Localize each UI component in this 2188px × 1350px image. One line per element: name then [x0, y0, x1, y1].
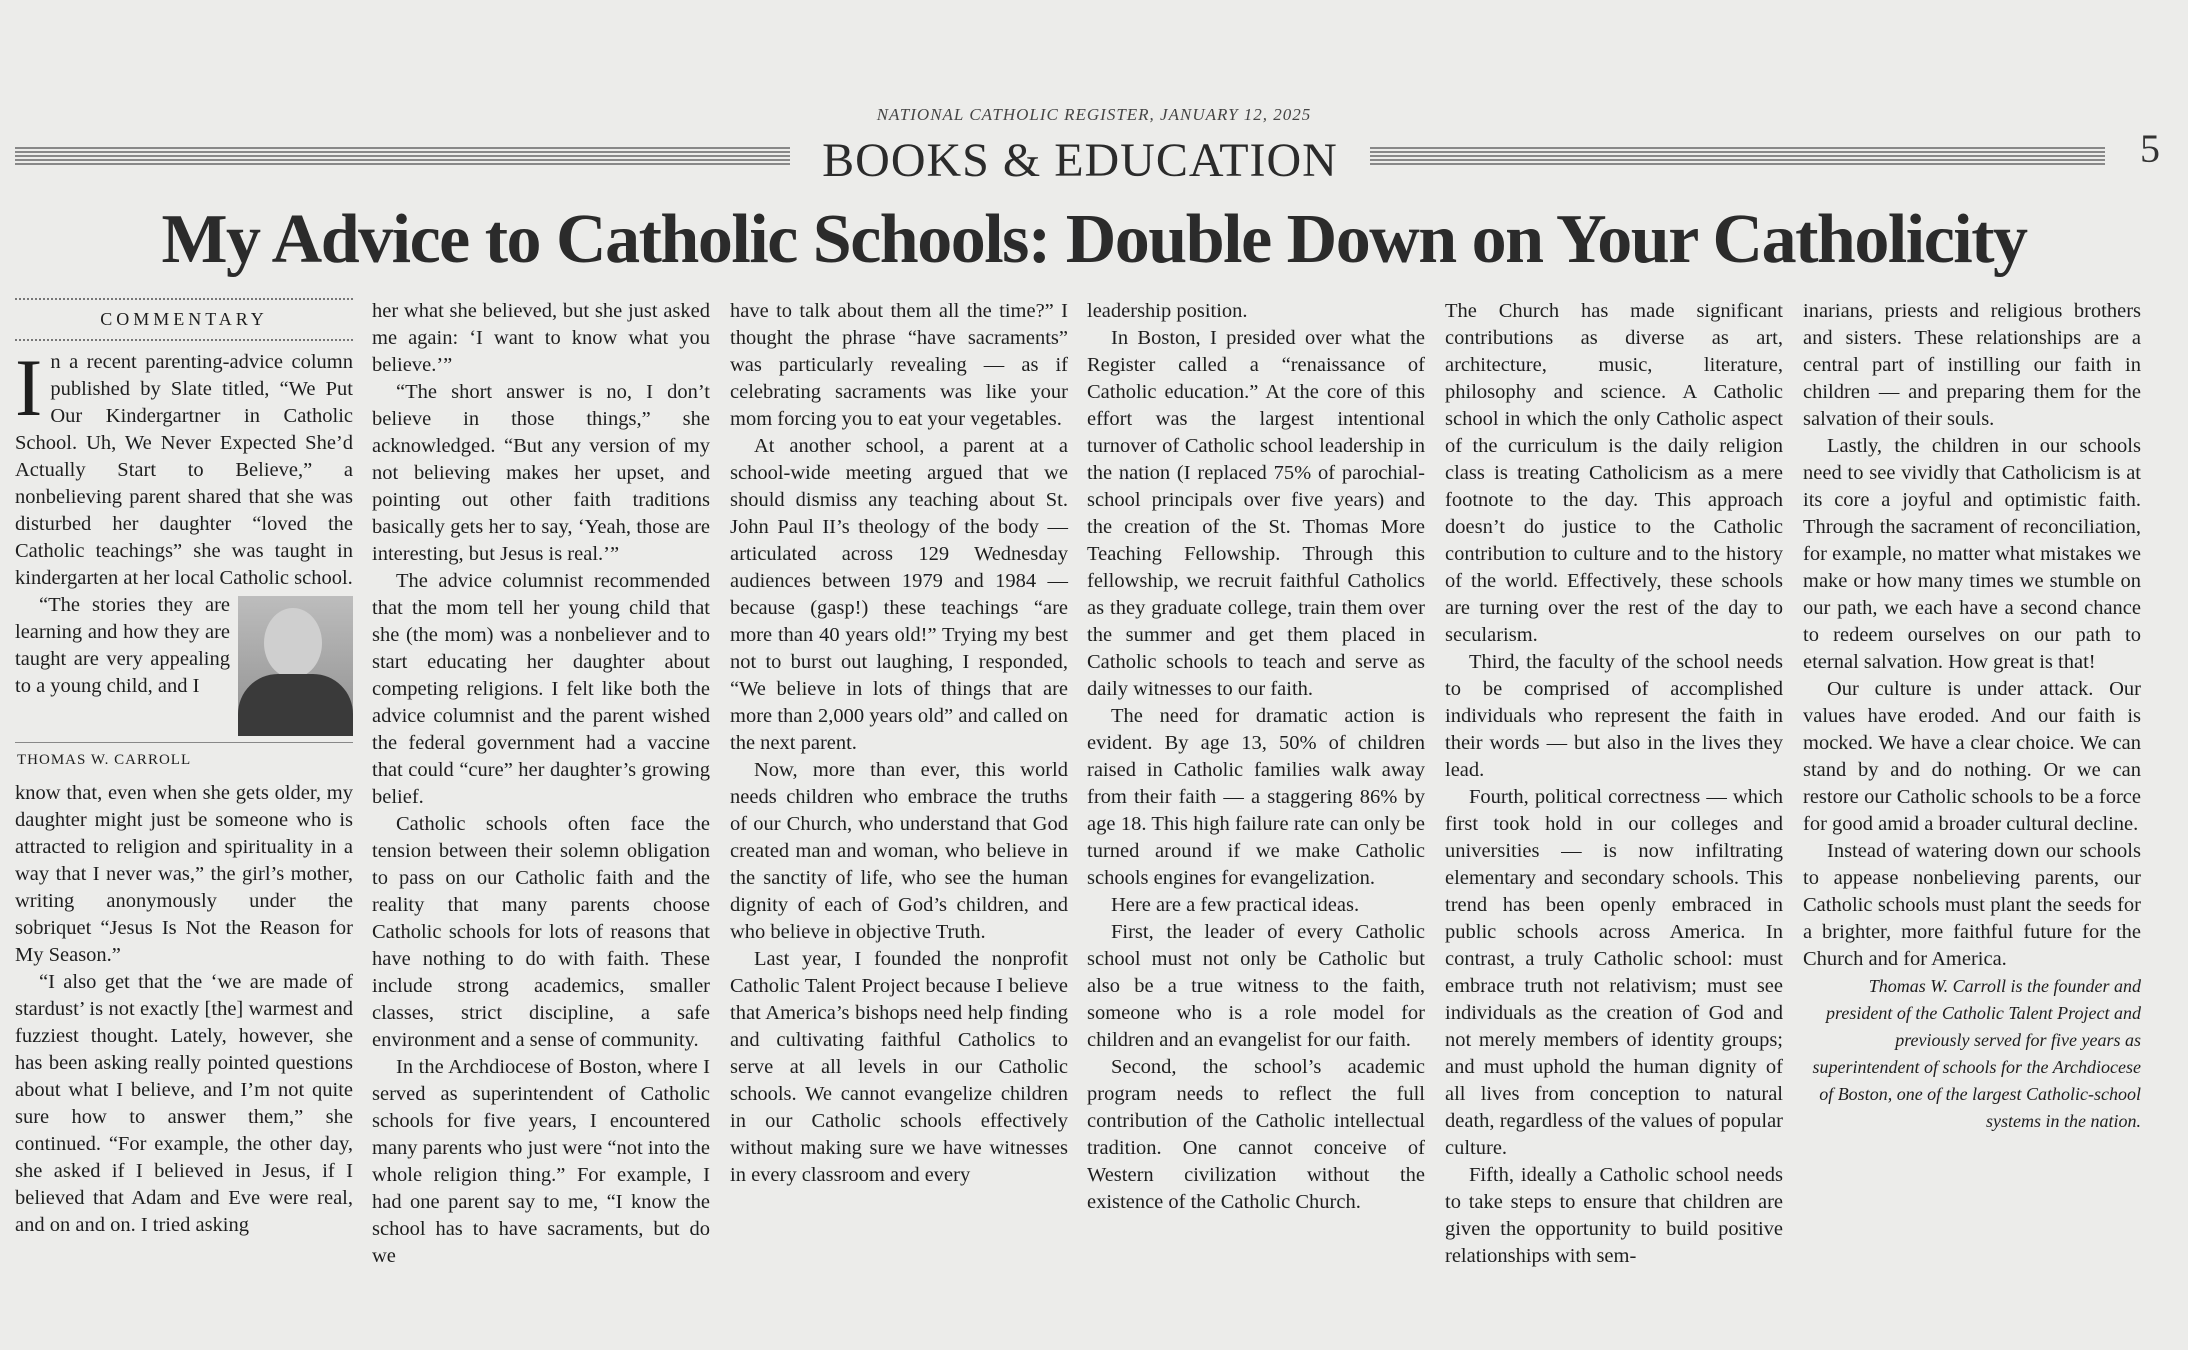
col1-p1-text: n a recent parenting-advice column published by Slate titled, “We Put Our Kindergartner in Catholic School. Uh, We Never Expected She’d Actually Start to Believe,” a nonbelieving parent shared that she was disturbed her daughter “loved the Catholic teachings” she was taught in kindergarten at her local Catholic school.: [15, 351, 353, 589]
col4-p4: Here are a few practical ideas.: [1111, 894, 1360, 916]
col1-p3: know that, even when she gets older, my daughter might just be someone who is attracted to religion and spirituality in a way that I never was,” the girl’s mother, writing anonymously under the sobriquet “Jesus Is Not the Reason for My Season.”: [15, 782, 353, 966]
section-row: [15, 133, 2115, 187]
col2-p3: The advice columnist recommended that the mom tell her young child that she (the mom) was a nonbeliever and to start educating her daughter about competing religions. I felt like both the advice columnist and the parent wished the federal government had a vaccine that could “cure” her daughter’s growing belief.: [372, 570, 710, 808]
dropcap: I: [15, 342, 43, 433]
col5-p3: Fourth, political correctness — which first took hold in our colleges and universities — is now infiltrating elementary and secondary schools. This trend has been openly embraced in public schools across America. In contrast, a truly Catholic school: must embrace truth not relativism; must see individuals as the creation of God and not merely members of identity groups; and must uphold the human dignity of all lives from conception to natural death, regardless of the values of popular culture.: [1445, 786, 1783, 1159]
col4-p5: First, the leader of every Catholic school must not only be Catholic but also be a true witness to the faith, someone who is a role model for children and an evangelist for our faith.: [1087, 921, 1425, 1051]
column-4: [1087, 298, 1425, 1216]
column-6: [1803, 298, 2141, 1135]
author-byline: THOMAS W. CARROLL: [15, 742, 353, 780]
col3-p4: Last year, I founded the nonprofit Catholic Talent Project because I believe that America’s bishops need help finding and cultivating faithful Catholics to serve at all levels in our Catholic schools. We cannot evangelize children in our Catholic schools effectively without making sure we have witnesses in every classroom and every: [730, 948, 1068, 1186]
col2-p1: her what she believed, but she just asked me again: ‘I want to know what you believe.’”: [372, 300, 710, 376]
headline: My Advice to Catholic Schools: Double Down on Your Catholicity: [161, 201, 2027, 278]
col4-p3: The need for dramatic action is evident. By age 13, 50% of children raised in Catholic families walk away from their faith — a staggering 86% by age 18. This high failure rate can only be turned around if we make Catholic schools engines for evangelization.: [1087, 705, 1425, 889]
column-2: [372, 298, 710, 1270]
col2-p2: “The short answer is no, I don’t believe in those things,” she acknowledged. “But any version of my not believing makes her upset, and pointing out other faith traditions basically gets her to say, ‘Yeah, those are interesting, but Jesus is real.’”: [372, 381, 710, 565]
col3-p1: have to talk about them all the time?” I thought the phrase “have sacraments” was particularly revealing — as if celebrating sacraments was like your mom forcing you to eat your vegetables.: [730, 300, 1068, 430]
dateline: NATIONAL CATHOLIC REGISTER, JANUARY 12, 2025: [876, 105, 1312, 124]
section-rule-left: [15, 147, 790, 165]
kicker: COMMENTARY: [15, 298, 353, 341]
column-5: [1445, 298, 1783, 1270]
col3-p2: At another school, a parent at a school-wide meeting argued that we should dismiss any teaching about St. John Paul II’s theology of the body — articulated across 129 Wednesday audiences between 1979 and 1984 — because (gasp!) these teachings “are more than 40 years old!” Trying my best not to burst out laughing, I responded, “We believe in lots of things that are more than 2,000 years old” and called on the next parent.: [730, 435, 1068, 754]
col4-p2: In Boston, I presided over what the Register called a “renaissance of Catholic education.” At the core of this effort was the largest intentional turnover of Catholic school leadership in the nation (I replaced 75% of parochial-school principals over five years) and the creation of the St. Thomas More Teaching Fellowship. Through this fellowship, we recruit faithful Catholics as they graduate college, train them over the summer and get them placed in Catholic schools to teach and serve as daily witnesses to our faith.: [1087, 327, 1425, 700]
col5-p1: The Church has made significant contributions as diverse as art, architecture, music, literature, philosophy and science. A Catholic school in which the only Catholic aspect of the curriculum is the daily religion class is treating Catholicism as a mere footnote to the day. This approach doesn’t do justice to the Catholic contribution to culture and to the history of the world. Effectively, these schools are turning over the rest of the day to secularism.: [1445, 300, 1783, 646]
column-1: [15, 298, 353, 1239]
col4-p1: leadership position.: [1087, 300, 1248, 322]
col6-p1: inarians, priests and religious brothers and sisters. These relationships are a central part of instilling our faith in children — and preparing them for the salvation of their souls.: [1803, 300, 2141, 430]
col4-p6: Second, the school’s academic program needs to reflect the full contribution of the Catholic intellectual tradition. One cannot conceive of Western civilization without the existence of the Catholic Church.: [1087, 1056, 1425, 1213]
column-3: [730, 298, 1068, 1189]
page-number: 5: [2140, 126, 2160, 171]
col5-p4: Fifth, ideally a Catholic school needs to take steps to ensure that children are given the opportunity to build positive relationships with sem-: [1445, 1164, 1783, 1267]
col1-p4: “I also get that the ‘we are made of stardust’ is not exactly [the] warmest and fuzziest thought. Lately, however, she has been asking really pointed questions about what I believe, and I’m not quite sure how to answer them,” she continued. “For example, the other day, she asked if I believed in Jesus, if I believed that Adam and Eve were real, and on and on. I tried asking: [15, 971, 353, 1236]
author-photo: [238, 596, 353, 736]
col5-p2: Third, the faculty of the school needs to be comprised of accomplished individuals who represent the faith in their words — but also in the lives they lead.: [1445, 651, 1783, 781]
masthead: [0, 105, 2188, 187]
section-rule-right: [1370, 147, 2105, 165]
col2-p4: Catholic schools often face the tension between their solemn obligation to pass on our Catholic faith and the reality that many parents choose Catholic schools for lots of reasons that have nothing to do with faith. These include strong academics, smaller classes, strict discipline, a safe environment and a sense of community.: [372, 813, 710, 1051]
author-bio: Thomas W. Carroll is the founder and president of the Catholic Talent Project and previously served for five years as superintendent of schools for the Archdiocese of Boston, one of the largest Catholic-school systems in the nation.: [1812, 976, 2141, 1131]
col2-p5: In the Archdiocese of Boston, where I served as superintendent of Catholic schools for five years, I encountered many parents who just were “not into the whole religion thing.” For example, I had one parent say to me, “I know the school has to have sacraments, but do we: [372, 1056, 710, 1267]
col1-p2: “The stories they are learning and how they are taught are very appealing to a young child, and I: [15, 594, 230, 697]
section-title: BOOKS & EDUCATION: [822, 134, 1338, 187]
col6-p3: Our culture is under attack. Our values have eroded. And our faith is mocked. We have a clear choice. We can stand by and do nothing. Or we can restore our Catholic schools to be a force for good amid a broader cultural decline.: [1803, 678, 2141, 835]
col1-p1: [15, 342, 353, 592]
col6-p4: Instead of watering down our schools to appease nonbelieving parents, our Catholic schools must plant the seeds for a brighter, more faithful future for the Church and for America.: [1803, 840, 2141, 970]
col3-p3: Now, more than ever, this world needs children who embrace the truths of our Church, who understand that God created man and woman, who believe in the sanctity of life, who see the human dignity of each of God’s children, and who believe in objective Truth.: [730, 759, 1068, 943]
col6-p2: Lastly, the children in our schools need to see vividly that Catholicism is at its core a joyful and optimistic faith. Through the sacrament of reconciliation, for example, no matter what mistakes we make or how many times we stumble on our path, we each have a second chance to redeem ourselves on our path to eternal salvation. How great is that!: [1803, 435, 2141, 673]
